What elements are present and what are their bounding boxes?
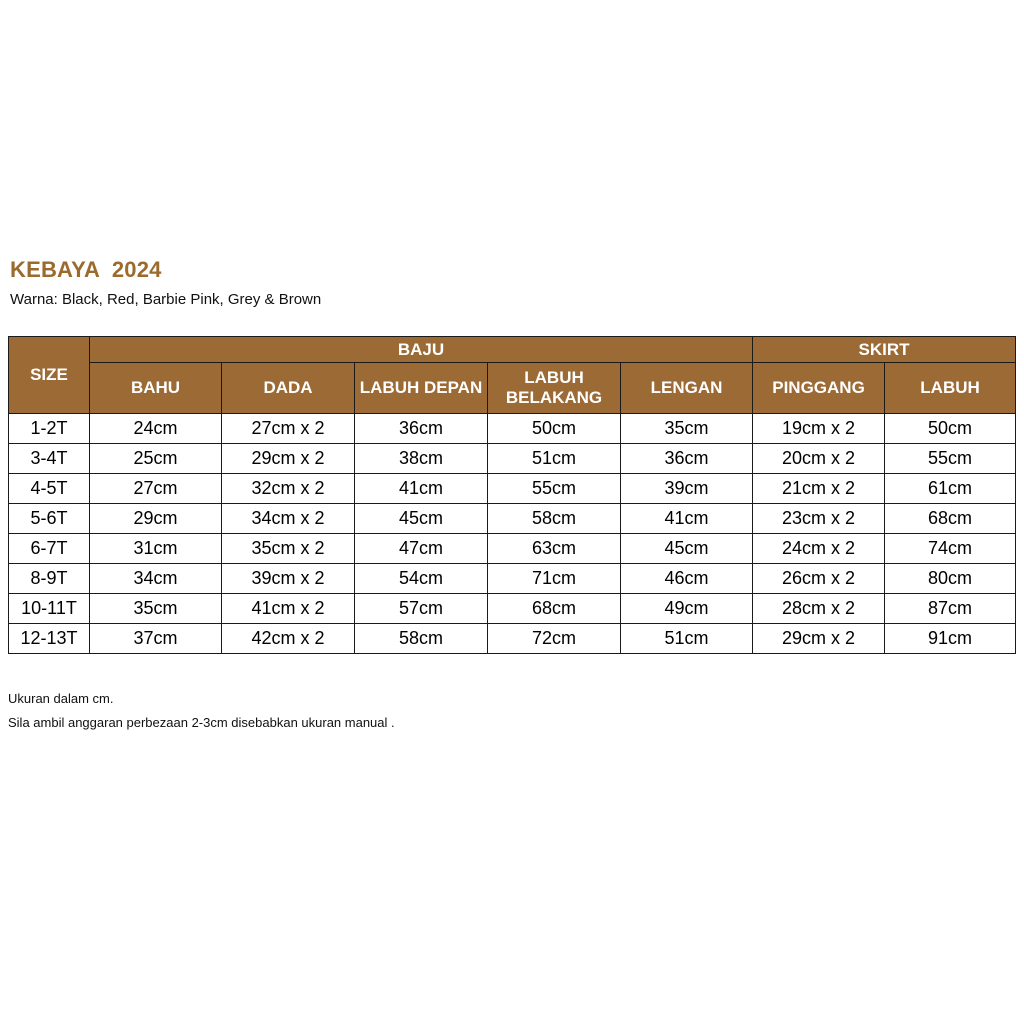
measurement-cell: 68cm bbox=[488, 594, 621, 624]
size-cell: 4-5T bbox=[9, 474, 90, 504]
table-row bbox=[9, 534, 1016, 564]
measurement-cell: 91cm bbox=[885, 624, 1016, 654]
measurement-cell: 50cm bbox=[488, 414, 621, 444]
table-row bbox=[9, 504, 1016, 534]
measurement-cell: 55cm bbox=[885, 444, 1016, 474]
measurement-cell: 26cm x 2 bbox=[753, 564, 885, 594]
table-body bbox=[9, 414, 1016, 654]
size-cell: 5-6T bbox=[9, 504, 90, 534]
notes bbox=[8, 687, 395, 735]
measurement-cell: 61cm bbox=[885, 474, 1016, 504]
measurement-cell: 34cm x 2 bbox=[222, 504, 355, 534]
measurement-cell: 47cm bbox=[355, 534, 488, 564]
page-title: KEBAYA 2024 bbox=[10, 257, 162, 282]
measurement-cell: 36cm bbox=[621, 444, 753, 474]
table-row bbox=[9, 414, 1016, 444]
measurement-cell: 31cm bbox=[90, 534, 222, 564]
note-line: Sila ambil anggaran perbezaan 2-3cm disebabkan ukuran manual . bbox=[8, 715, 395, 730]
measurement-cell: 19cm x 2 bbox=[753, 414, 885, 444]
measurement-cell: 46cm bbox=[621, 564, 753, 594]
measurement-cell: 21cm x 2 bbox=[753, 474, 885, 504]
measurement-cell: 51cm bbox=[621, 624, 753, 654]
measurement-cell: 39cm x 2 bbox=[222, 564, 355, 594]
measurement-cell: 57cm bbox=[355, 594, 488, 624]
measurement-cell: 58cm bbox=[355, 624, 488, 654]
table-row bbox=[9, 564, 1016, 594]
size-header: SIZE bbox=[9, 337, 90, 414]
measurement-cell: 49cm bbox=[621, 594, 753, 624]
skirt-group-header: SKIRT bbox=[753, 337, 1016, 363]
measurement-cell: 45cm bbox=[355, 504, 488, 534]
column-header: DADA bbox=[222, 363, 355, 414]
color-options: Warna: Black, Red, Barbie Pink, Grey & Brown bbox=[10, 291, 322, 308]
measurement-cell: 38cm bbox=[355, 444, 488, 474]
column-header: BAHU bbox=[90, 363, 222, 414]
measurement-cell: 32cm x 2 bbox=[222, 474, 355, 504]
measurement-cell: 50cm bbox=[885, 414, 1016, 444]
table-row bbox=[9, 624, 1016, 654]
measurement-cell: 27cm x 2 bbox=[222, 414, 355, 444]
group-header-row bbox=[9, 337, 1016, 363]
measurement-cell: 24cm x 2 bbox=[753, 534, 885, 564]
size-cell: 6-7T bbox=[9, 534, 90, 564]
measurement-cell: 51cm bbox=[488, 444, 621, 474]
measurement-cell: 72cm bbox=[488, 624, 621, 654]
measurement-cell: 80cm bbox=[885, 564, 1016, 594]
measurement-cell: 58cm bbox=[488, 504, 621, 534]
measurement-cell: 35cm x 2 bbox=[222, 534, 355, 564]
column-header: LABUH DEPAN bbox=[355, 363, 488, 414]
measurement-cell: 35cm bbox=[90, 594, 222, 624]
measurement-cell: 29cm x 2 bbox=[753, 624, 885, 654]
measurement-cell: 41cm bbox=[621, 504, 753, 534]
measurement-cell: 37cm bbox=[90, 624, 222, 654]
size-cell: 1-2T bbox=[9, 414, 90, 444]
column-header: PINGGANG bbox=[753, 363, 885, 414]
table-row bbox=[9, 594, 1016, 624]
measurement-cell: 55cm bbox=[488, 474, 621, 504]
size-cell: 3-4T bbox=[9, 444, 90, 474]
column-header: LABUH bbox=[885, 363, 1016, 414]
size-chart-table bbox=[8, 336, 1016, 654]
measurement-cell: 27cm bbox=[90, 474, 222, 504]
baju-group-header: BAJU bbox=[90, 337, 753, 363]
measurement-cell: 41cm x 2 bbox=[222, 594, 355, 624]
column-header: LABUH BELAKANG bbox=[488, 363, 621, 414]
measurement-cell: 68cm bbox=[885, 504, 1016, 534]
measurement-cell: 36cm bbox=[355, 414, 488, 444]
size-cell: 10-11T bbox=[9, 594, 90, 624]
size-cell: 8-9T bbox=[9, 564, 90, 594]
measurement-cell: 63cm bbox=[488, 534, 621, 564]
measurement-cell: 25cm bbox=[90, 444, 222, 474]
measurement-cell: 41cm bbox=[355, 474, 488, 504]
column-header: LENGAN bbox=[621, 363, 753, 414]
measurement-cell: 23cm x 2 bbox=[753, 504, 885, 534]
size-cell: 12-13T bbox=[9, 624, 90, 654]
measurement-cell: 42cm x 2 bbox=[222, 624, 355, 654]
measurement-cell: 29cm x 2 bbox=[222, 444, 355, 474]
measurement-cell: 39cm bbox=[621, 474, 753, 504]
column-header-row bbox=[9, 363, 1016, 414]
table-row bbox=[9, 444, 1016, 474]
measurement-cell: 20cm x 2 bbox=[753, 444, 885, 474]
measurement-cell: 34cm bbox=[90, 564, 222, 594]
measurement-cell: 24cm bbox=[90, 414, 222, 444]
measurement-cell: 35cm bbox=[621, 414, 753, 444]
note-line: Ukuran dalam cm. bbox=[8, 691, 114, 706]
measurement-cell: 74cm bbox=[885, 534, 1016, 564]
measurement-cell: 29cm bbox=[90, 504, 222, 534]
measurement-cell: 45cm bbox=[621, 534, 753, 564]
measurement-cell: 71cm bbox=[488, 564, 621, 594]
measurement-cell: 28cm x 2 bbox=[753, 594, 885, 624]
measurement-cell: 87cm bbox=[885, 594, 1016, 624]
measurement-cell: 54cm bbox=[355, 564, 488, 594]
table-row bbox=[9, 474, 1016, 504]
